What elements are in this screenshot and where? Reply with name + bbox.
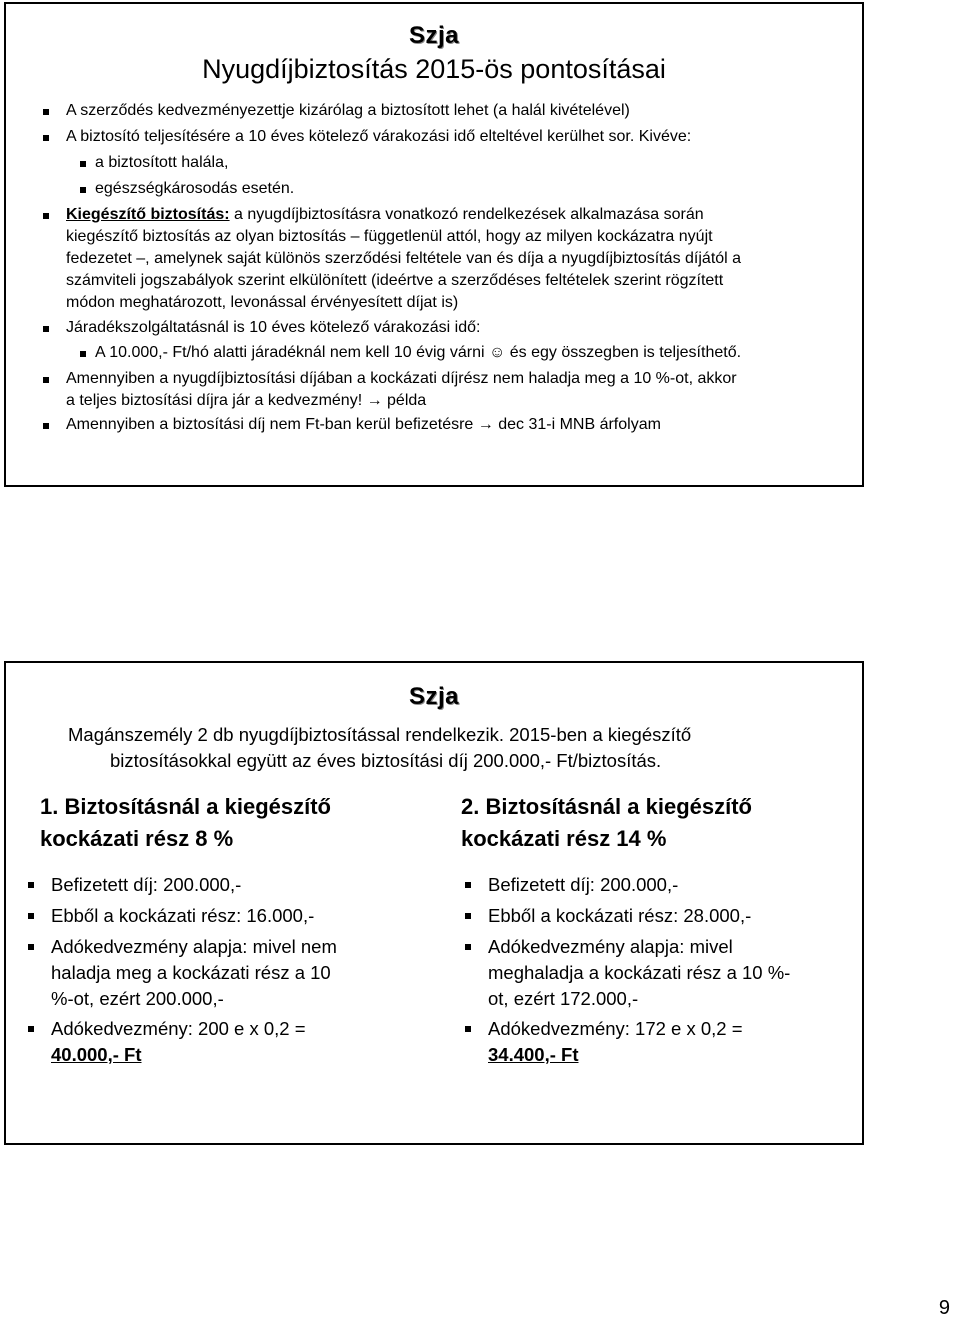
bullet-text: Járadékszolgáltatásnál is 10 éves kötelező várakozási idő: bbox=[66, 319, 481, 336]
kiegeszito-term: Kiegészítő biztosítás: bbox=[66, 206, 230, 223]
right-item-kedvezmeny: Adókedvezmény: 172 e x 0,2 = bbox=[488, 1018, 743, 1039]
left-total-value: 40.000,- Ft bbox=[51, 1044, 142, 1065]
left-item-total bbox=[51, 1042, 142, 1068]
left-item-alap-cont: %-ot, ezért 200.000,- bbox=[51, 988, 224, 1009]
bullet-text-cont: módon meghatározott, levonással érvényesített díjat is) bbox=[66, 294, 459, 311]
bullet-icon bbox=[43, 213, 49, 219]
bullet-icon bbox=[28, 1026, 34, 1032]
slide-subtitle: Nyugdíjbiztosítás 2015-ös pontosításai bbox=[202, 54, 666, 84]
bullet-text: A szerződés kedvezményezettje kizárólag a biztosított lehet (a halál kivételével) bbox=[66, 102, 630, 119]
bullet-text-cont: a teljes biztosítási díjra jár a kedvezmény! → példa bbox=[66, 392, 427, 409]
bullet-icon bbox=[465, 882, 471, 888]
bullet-text: A biztosító teljesítésére a 10 éves kötelező várakozási idő elteltével kerülhet sor. Kivéve: bbox=[66, 128, 692, 145]
bullet-icon bbox=[28, 913, 34, 919]
sub-bullet-icon bbox=[80, 351, 86, 357]
right-heading: 2. Biztosításnál a kiegészítő bbox=[461, 794, 752, 819]
sub-bullet-text: a biztosított halála, bbox=[95, 154, 229, 171]
bullet-text-cont: kiegészítő biztosítás az olyan biztosítás – függetlenül attól, hogy az milyen kockázatra nyújt bbox=[66, 228, 713, 245]
left-heading: 1. Biztosításnál a kiegészítő bbox=[40, 794, 331, 819]
bullet-icon bbox=[465, 913, 471, 919]
right-item-alap-cont: ot, ezért 172.000,- bbox=[488, 988, 639, 1009]
left-item-kockazati: Ebből a kockázati rész: 16.000,- bbox=[51, 905, 315, 926]
intro-text-cont: biztosításokkal együtt az éves biztosítási díj 200.000,- Ft/biztosítás. bbox=[110, 750, 662, 771]
right-item-alap-cont: meghaladja a kockázati rész a 10 %- bbox=[488, 962, 791, 983]
sub-bullet-text: egészségkárosodás esetén. bbox=[95, 180, 295, 197]
bullet-text: Amennyiben a biztosítási díj nem Ft-ban kerül befizetésre → dec 31-i MNB árfolyam bbox=[66, 416, 661, 433]
bullet-icon bbox=[43, 423, 49, 429]
right-item-total bbox=[488, 1042, 579, 1068]
page-number: 9 bbox=[938, 1297, 950, 1319]
bullet-icon bbox=[465, 944, 471, 950]
bullet-text: Amennyiben a nyugdíjbiztosítási díjában a kockázati díjrész nem haladja meg a 10 %-ot, akkor bbox=[66, 370, 737, 387]
right-item-kockazati: Ebből a kockázati rész: 28.000,- bbox=[488, 905, 752, 926]
right-heading-cont: kockázati rész 14 % bbox=[461, 826, 667, 851]
bullet-text-cont: fedezetet –, amelynek saját különös szerződési feltétele van és díja a nyugdíjbiztosítás díjától a bbox=[66, 250, 742, 267]
right-item-alap: Adókedvezmény alapja: mivel bbox=[488, 936, 733, 957]
right-item-befizetett: Befizetett díj: 200.000,- bbox=[488, 874, 679, 895]
bullet-icon bbox=[28, 882, 34, 888]
intro-text: Magánszemély 2 db nyugdíjbiztosítással rendelkezik. 2015-ben a kiegészítő bbox=[68, 724, 692, 745]
right-total-value: 34.400,- Ft bbox=[488, 1044, 579, 1065]
bullet-text bbox=[66, 204, 704, 225]
sub-bullet-text: A 10.000,- Ft/hó alatti járadéknál nem kell 10 évig várni ☺ és egy összegben is teljesíthető. bbox=[95, 344, 742, 361]
bullet-icon bbox=[465, 1026, 471, 1032]
bullet-icon bbox=[43, 377, 49, 383]
slide-title: Szja bbox=[408, 683, 460, 710]
bullet-icon bbox=[43, 326, 49, 332]
bullet-text-cont: számviteli jogszabályok szerint elkülönített (ideértve a szerződéses feltételek szerint rögzített bbox=[66, 272, 724, 289]
slide-szja-pelda bbox=[4, 661, 864, 1145]
sub-bullet-icon bbox=[80, 187, 86, 193]
left-item-alap-cont: haladja meg a kockázati rész a 10 bbox=[51, 962, 331, 983]
left-item-kedvezmeny: Adókedvezmény: 200 e x 0,2 = bbox=[51, 1018, 306, 1039]
left-item-alap: Adókedvezmény alapja: mivel nem bbox=[51, 936, 337, 957]
sub-bullet-icon bbox=[80, 161, 86, 167]
bullet-icon bbox=[28, 944, 34, 950]
left-heading-cont: kockázati rész 8 % bbox=[40, 826, 234, 851]
kiegeszito-rest: a nyugdíjbiztosításra vonatkozó rendelkezések alkalmazása során bbox=[229, 206, 704, 223]
left-item-befizetett: Befizetett díj: 200.000,- bbox=[51, 874, 242, 895]
bullet-icon bbox=[43, 135, 49, 141]
slide-title: Szja bbox=[408, 22, 460, 49]
slide-nyugdijbiztositas bbox=[4, 2, 864, 487]
bullet-icon bbox=[43, 109, 49, 115]
